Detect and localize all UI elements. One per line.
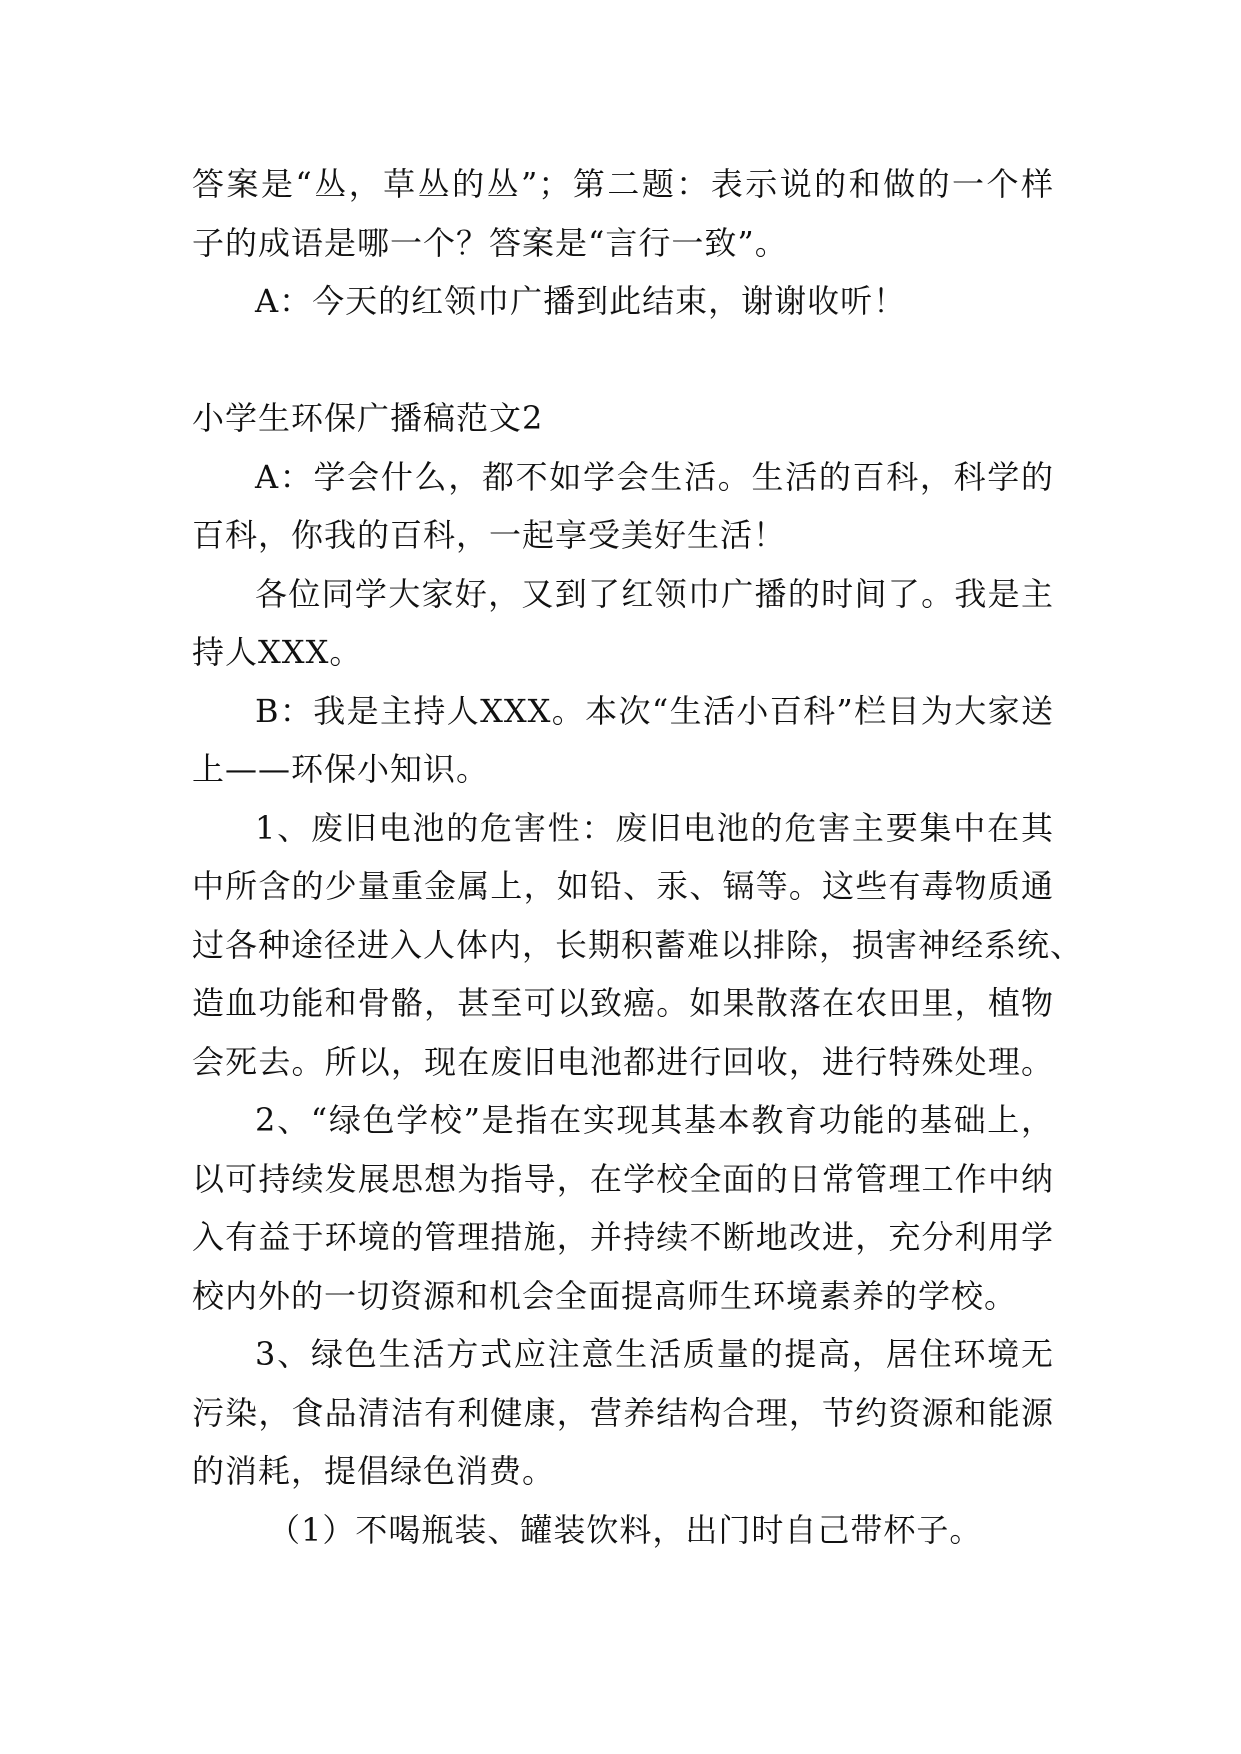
text-line: B：我是主持人XXX。本次“生活小百科”栏目为大家送: [255, 691, 1054, 730]
text-line: 会死去。所以，现在废旧电池都进行回收，进行特殊处理。: [192, 1042, 1054, 1081]
text-line: 的消耗，提倡绿色消费。: [192, 1452, 556, 1490]
text-line: 2、“绿色学校”是指在实现其基本教育功能的基础上，: [255, 1101, 1054, 1139]
text-line: 持人XXX。: [192, 633, 363, 671]
paragraph: [192, 1325, 1054, 1501]
text-line: 上——环保小知识。: [192, 750, 490, 788]
paragraph: [192, 448, 1054, 565]
paragraph: [192, 799, 1084, 1092]
paragraph: [192, 155, 1054, 272]
text-line: 过各种途径进入人体内，长期积蓄难以排除，损害神经系统、: [192, 925, 1084, 964]
text-line: A：今天的红领巾广播到此结束，谢谢收听！: [255, 282, 907, 320]
section-heading: [192, 389, 1054, 448]
text-line: 中所含的少量重金属上，如铅、汞、镉等。这些有毒物质通: [192, 867, 1054, 905]
text-line: 入有益于环境的管理措施，并持续不断地改进，充分利用学: [192, 1218, 1054, 1256]
text-line: 3、绿色生活方式应注意生活质量的提高，居住环境无: [255, 1335, 1054, 1373]
text-line: 小学生环保广播稿范文2: [192, 399, 544, 437]
text-line: 各位同学大家好，又到了红领巾广播的时间了。我是主: [255, 574, 1054, 613]
list-item: [192, 1501, 1054, 1560]
text-line: （1）不喝瓶装、罐装饮料，出门时自己带杯子。: [268, 1510, 983, 1549]
paragraph: [192, 1091, 1054, 1325]
text-line: 百科，你我的百科，一起享受美好生活！: [192, 516, 787, 554]
paragraph: [192, 682, 1054, 799]
text-line: 答案是“丛，草丛的丛”；第二题：表示说的和做的一个样: [192, 165, 1054, 203]
text-line: 1、废旧电池的危害性：废旧电池的危害主要集中在其: [255, 808, 1054, 847]
text-line: 污染，食品清洁有利健康，营养结构合理，节约资源和能源: [192, 1393, 1054, 1432]
text-line: A：学会什么，都不如学会生活。生活的百科，科学的: [255, 457, 1054, 496]
paragraph: [192, 272, 1054, 331]
text-line: 造血功能和骨骼，甚至可以致癌。如果散落在农田里，植物: [192, 984, 1054, 1022]
document-page: [192, 155, 1084, 1559]
blank-line: [192, 331, 1054, 390]
paragraph: [192, 565, 1054, 682]
text-line: 子的成语是哪一个？答案是“言行一致”。: [192, 223, 788, 262]
text-line: 校内外的一切资源和机会全面提高师生环境素养的学校。: [192, 1276, 1018, 1315]
text-line: 以可持续发展思想为指导，在学校全面的日常管理工作中纳: [192, 1159, 1054, 1198]
